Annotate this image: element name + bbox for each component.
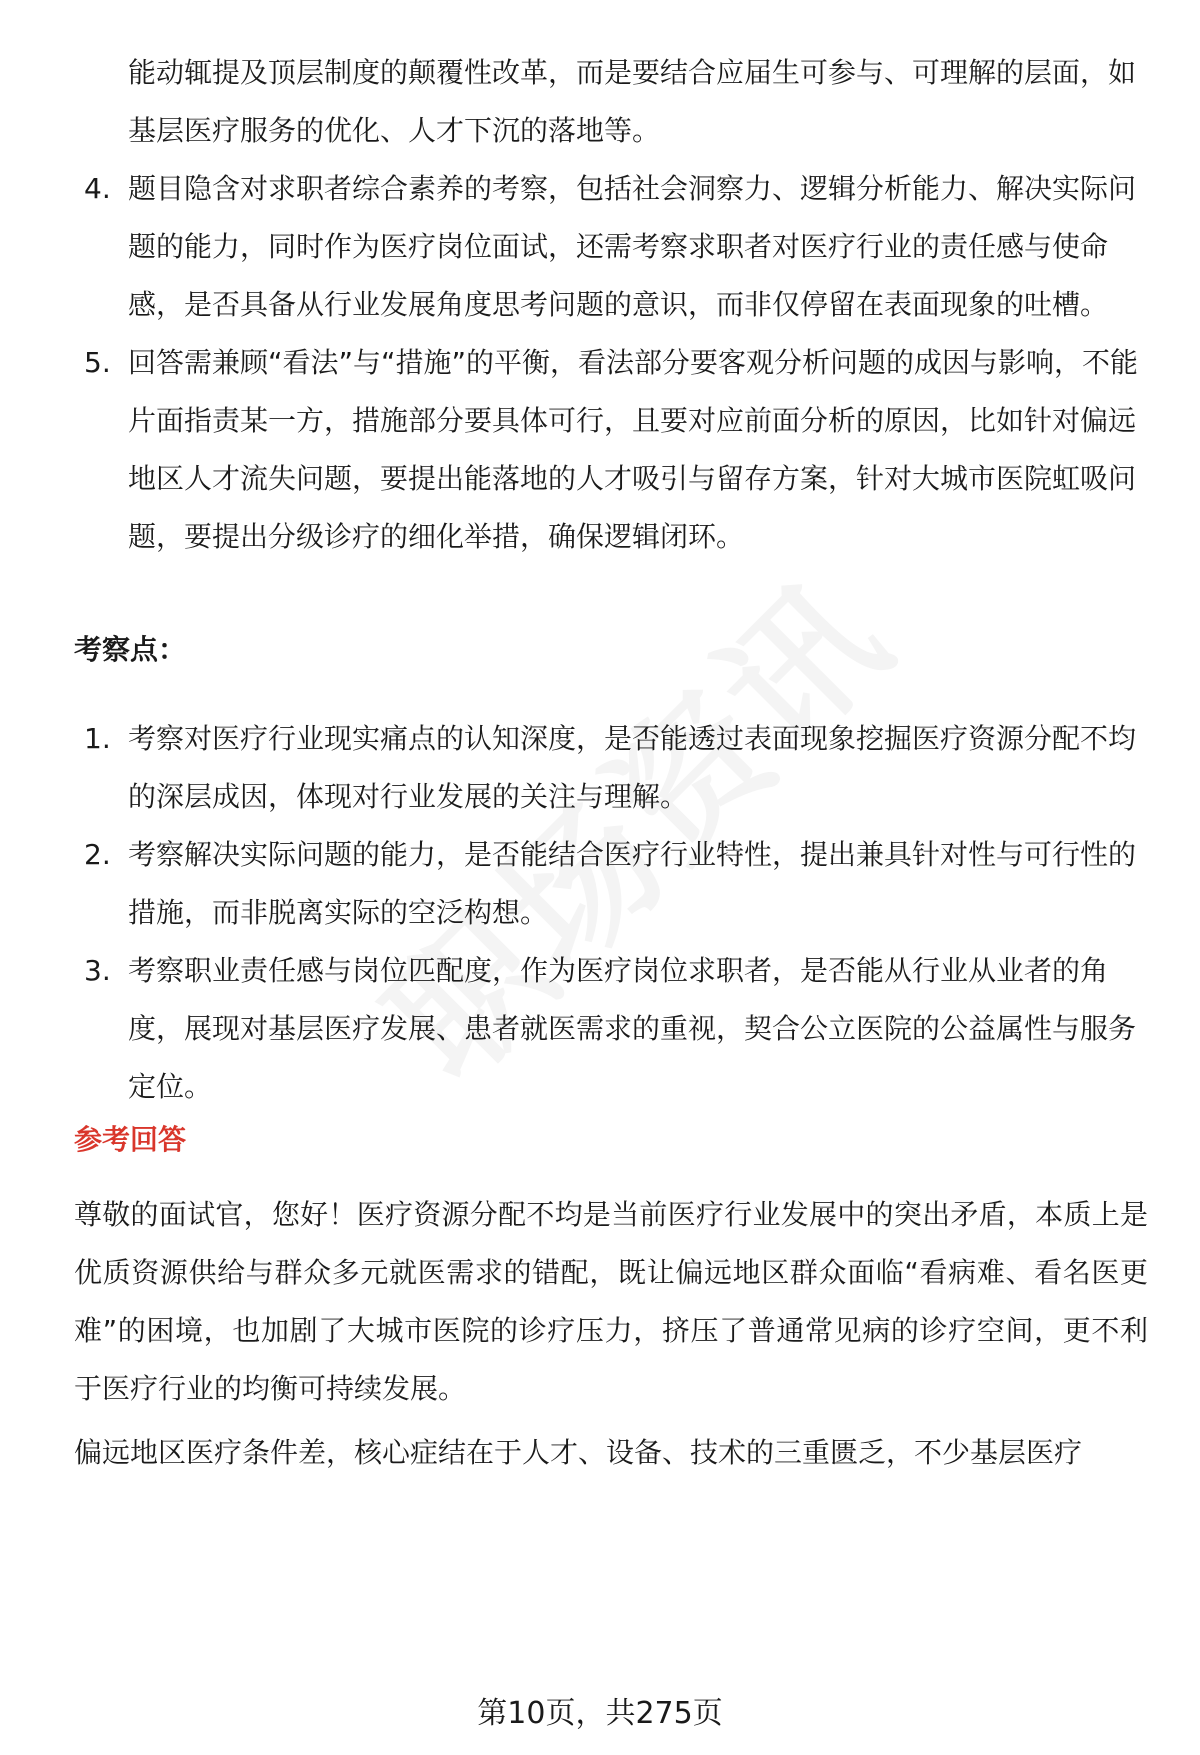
list-text: 回答需兼顾“看法”与“措施”的平衡，看法部分要客观分析问题的成因与影响，不能片面指责某一方，措施部分要具体可行，且要对应前面分析的原因，比如针对偏远地区人才流失问题，要提出能落地的人才吸引与留存方案，针对大城市医院虹吸问题，要提出分级诊疗的细化举措，确保逻辑闭环。 [128, 346, 1139, 553]
answer-paragraph: 尊敬的面试官，您好！医疗资源分配不均是当前医疗行业发展中的突出矛盾，本质上是优质资源供给与群众多元就医需求的错配，既让偏远地区群众面临“看病难、看名医更难”的困境，也加剧了大城市医院的诊疗压力，挤压了普通常见病的诊疗空间，更不利于医疗行业的均衡可持续发展。 [74, 1198, 1148, 1405]
list-number: 3. [84, 954, 111, 987]
list-text: 考察对医疗行业现实痛点的认知深度，是否能透过表面现象挖掘医疗资源分配不均的深层成因，体现对行业发展的关注与理解。 [128, 722, 1137, 813]
list-number: 4. [84, 172, 111, 205]
answer-paragraph: 偏远地区医疗条件差，核心症结在于人才、设备、技术的三重匮乏，不少基层医疗 [74, 1436, 1083, 1469]
list-item [0, 942, 1148, 1116]
list-item [0, 710, 1148, 826]
list-number: 1. [84, 722, 111, 755]
list-text: 考察职业责任感与岗位匹配度，作为医疗岗位求职者，是否能从行业从业者的角度，展现对基层医疗发展、患者就医需求的重视，契合公立医院的公益属性与服务定位。 [128, 954, 1137, 1103]
list-text: 考察解决实际问题的能力，是否能结合医疗行业特性，提出兼具针对性与可行性的措施，而非脱离实际的空泛构想。 [128, 838, 1137, 929]
list-item [0, 826, 1148, 942]
ordered-list-top [0, 160, 1200, 566]
continued-list-text: 能动辄提及顶层制度的颠覆性改革，而是要结合应届生可参与、可理解的层面，如基层医疗服务的优化、人才下沉的落地等。 [128, 56, 1137, 147]
list-item [0, 334, 1148, 566]
ordered-list-exam [0, 710, 1200, 1116]
page-footer: 第10页，共275页 [477, 1696, 723, 1731]
section-heading-exam: 考察点： [74, 633, 187, 666]
section-heading-answer: 参考回答 [74, 1123, 187, 1156]
list-item [0, 160, 1148, 334]
list-text: 题目隐含对求职者综合素养的考察，包括社会洞察力、逻辑分析能力、解决实际问题的能力，同时作为医疗岗位面试，还需考察求职者对医疗行业的责任感与使命感，是否具备从行业发展角度思考问题的意识，而非仅停留在表面现象的吐槽。 [128, 172, 1137, 321]
list-number: 2. [84, 838, 111, 871]
list-number: 5. [84, 346, 111, 379]
